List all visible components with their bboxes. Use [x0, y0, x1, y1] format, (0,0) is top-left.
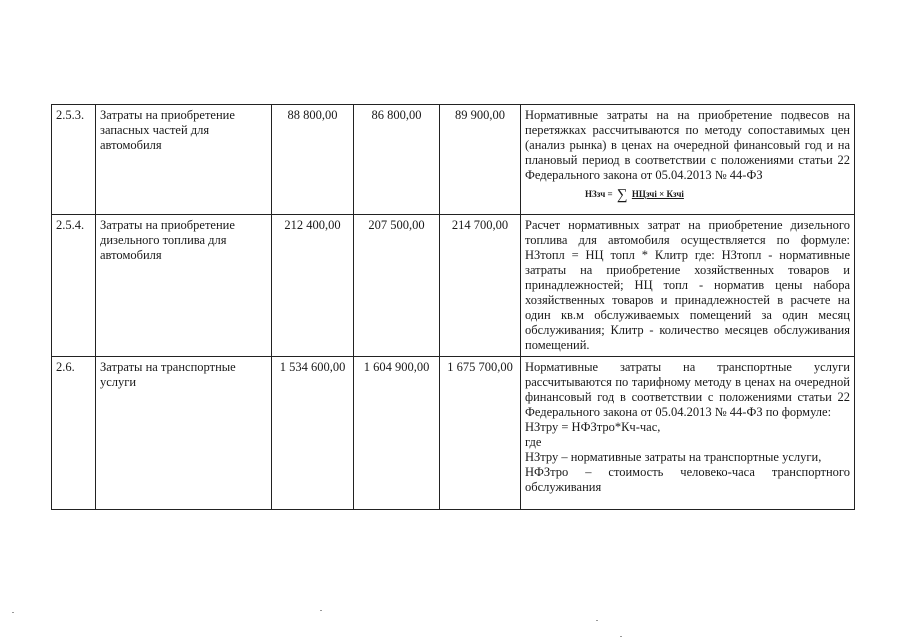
scan-speck	[596, 620, 598, 621]
scan-speck	[320, 610, 322, 611]
description-line-4: НЗтру – нормативные затраты на транспортные услуги,	[525, 450, 822, 464]
description-text: Расчет нормативных затрат на приобретение дизельного топлива для автомобиля осуществляется по формуле: НЗтопл = НЦ топл * Клитр где: НЗтопл - нормативные затраты на приобретение хозяйственных товаров и принадлежностей; НЦ топл - норматив цены набора хозяйственных товаров и принадлежностей в расчете на один кв.м обслуживаемых помещений за один месяц обслуживания; Клитр - количество месяцев обслуживания помещений.	[525, 218, 850, 352]
description-text: Нормативные затраты на на приобретение подвесов на перетяжках рассчитываются по методу сопоставимых цен (анализ рынка) в ценах на очередной финансовый год и на плановый период в соответствии с положениями статьи 22 Федерального закона от 05.04.2013 № 44-ФЗ	[525, 108, 850, 182]
table-row	[52, 215, 855, 357]
scan-speck	[12, 612, 14, 613]
cost-table	[51, 104, 855, 510]
formula-lhs: НЗзч =	[585, 189, 613, 199]
row-description	[521, 357, 855, 510]
row-value-3: 1 675 700,00	[440, 357, 521, 510]
sum-symbol: ∑	[616, 186, 628, 203]
row-value-3: 214 700,00	[440, 215, 521, 357]
row-value-1: 1 534 600,00	[272, 357, 354, 510]
row-value-1: 212 400,00	[272, 215, 354, 357]
row-number: 2.6.	[52, 357, 96, 510]
description-line-3: где	[525, 435, 542, 449]
row-number: 2.5.4.	[52, 215, 96, 357]
scan-speck	[620, 636, 622, 637]
formula-rhs: НЦзчi × Кзчi	[631, 189, 684, 199]
row-value-2: 86 800,00	[354, 105, 440, 215]
description-line-1: Нормативные затраты на транспортные услуги рассчитываются по тарифному методу в ценах на очередной финансовый год в соответствии с положениями статьи 22 Федерального закона от 05.04.2013 № 44-ФЗ по формуле:	[525, 360, 850, 419]
row-title: Затраты на транспортные услуги	[96, 357, 272, 510]
row-value-3: 89 900,00	[440, 105, 521, 215]
description-line-2: НЗтру = НФЗтро*Кч-час,	[525, 420, 661, 434]
row-number: 2.5.3.	[52, 105, 96, 215]
row-title: Затраты на приобретение запасных частей для автомобиля	[96, 105, 272, 215]
formula	[525, 186, 850, 211]
row-description	[521, 215, 855, 357]
description-line-5: НФЗтро – стоимость человеко-часа транспортного обслуживания	[525, 465, 850, 494]
table-row	[52, 105, 855, 215]
row-title: Затраты на приобретение дизельного топлива для автомобиля	[96, 215, 272, 357]
row-description	[521, 105, 855, 215]
row-value-1: 88 800,00	[272, 105, 354, 215]
row-value-2: 1 604 900,00	[354, 357, 440, 510]
table-row	[52, 357, 855, 510]
row-value-2: 207 500,00	[354, 215, 440, 357]
